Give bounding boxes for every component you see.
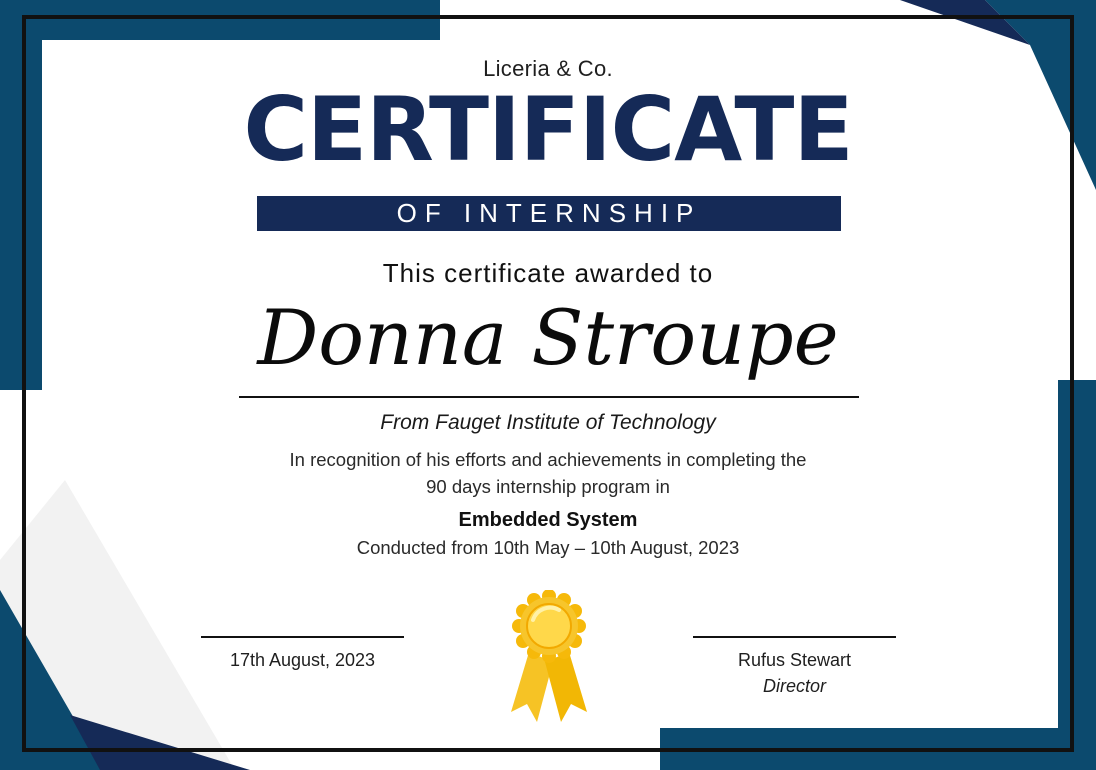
- signatory-title: Director: [762, 676, 826, 696]
- recipient-name: Donna Stroupe: [257, 293, 839, 382]
- certificate-subtitle-banner: OF INTERNSHIP: [257, 196, 841, 231]
- signatory-name: Rufus Stewart: [737, 650, 852, 670]
- conducted-dates: Conducted from 10th May – 10th August, 2023: [356, 537, 740, 558]
- date-signature-line: [201, 636, 404, 638]
- director-signature-line: [693, 636, 896, 638]
- recipient-underline: [239, 396, 859, 398]
- company-name: Liceria & Co.: [483, 56, 613, 81]
- issue-date: 17th August, 2023: [229, 650, 376, 670]
- certificate-title: CERTIFICATE: [243, 78, 853, 181]
- recognition-line-1: In recognition of his efforts and achievements in completing the: [289, 449, 807, 470]
- recognition-text: [0, 446, 1096, 500]
- institute-name: From Fauget Institute of Technology: [380, 411, 716, 434]
- recognition-line-2: 90 days internship program in: [426, 476, 670, 497]
- awarded-text: This certificate awarded to: [382, 258, 714, 288]
- program-name: Embedded System: [458, 509, 638, 531]
- gold-award-ribbon-icon: [497, 590, 601, 724]
